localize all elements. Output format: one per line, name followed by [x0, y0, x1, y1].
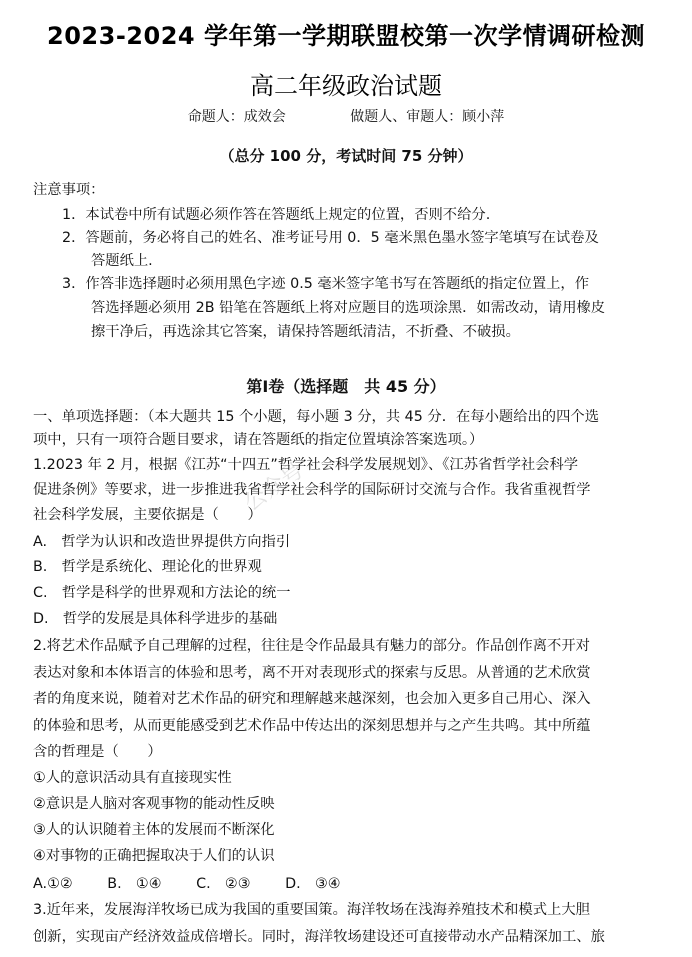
section-title: 第Ⅰ卷（选择题 共 45 分）	[246, 377, 446, 396]
q2-options	[33, 873, 371, 893]
q2-option-d: D. ③④	[285, 876, 341, 892]
exam-title: 2023-2024 学年第一学期联盟校第一次学情调研检测	[47, 22, 645, 50]
q1-option-d: D. 哲学的发展是具体科学进步的基础	[33, 611, 278, 627]
q1-option-a: A. 哲学为认识和改造世界提供方向指引	[33, 534, 291, 550]
exam-subtitle: 高二年级政治试题	[250, 72, 442, 100]
watermark: 公众号	[239, 457, 309, 517]
author: 命题人：成效会	[187, 109, 286, 125]
author-line	[0, 106, 692, 126]
q1-line-1: 1.2023 年 2 月，根据《江苏“十四五”哲学社会科学发展规划》、《江苏省哲学社会科学	[33, 457, 579, 473]
notes-heading: 注意事项：	[33, 182, 105, 198]
note-3a: 3．作答非选择题时必须用黑色字迹 0.5 毫米签字笔书写在答题纸的指定位置上，作	[62, 276, 590, 292]
q3-line-2: 创新，实现亩产经济效益成倍增长。同时，海洋牧场建设还可直接带动水产品精深加工、旅	[33, 929, 605, 945]
q2-statement-2: ②意识是人脑对客观事物的能动性反映	[33, 796, 275, 812]
q2-line-5: 含的哲理是（ ）	[33, 744, 162, 760]
q2-line-4: 的体验和思考，从而更能感受到艺术作品中传达出的深刻思想并与之产生共鸣。其中所蕴	[33, 718, 591, 734]
q3-line-1: 3.近年来，发展海洋牧场已成为我国的重要国策。海洋牧场在浅海养殖技术和模式上大胆	[33, 902, 590, 918]
q2-option-c: C. ②③	[196, 876, 251, 892]
q2-statement-1: ①人的意识活动具有直接现实性	[33, 770, 232, 786]
q1-line-3: 社会科学发展，主要依据是（ ）	[33, 507, 262, 523]
total-score-info: （总分 100 分，考试时间 75 分钟）	[219, 147, 473, 165]
note-1: 1．本试卷中所有试题必须作答在答题纸上规定的位置，否则不给分.	[62, 207, 491, 223]
q2-statement-3: ③人的认识随着主体的发展而不断深化	[33, 822, 275, 838]
section-instruction-a: 一、单项选择题：（本大题共 15 个小题，每小题 3 分，共 45 分．在每小题给出的四个选	[33, 409, 599, 425]
q1-line-2: 促进条例》等要求，进一步推进我省哲学社会科学的国际研讨交流与合作。我省重视哲学	[33, 482, 591, 498]
q1-option-b: B. 哲学是系统化、理论化的世界观	[33, 559, 262, 575]
note-3b: 答选择题必须用 2B 铅笔在答题纸上将对应题目的选项涂黑．如需改动，请用橡皮	[91, 300, 606, 316]
note-3c: 擦干净后，再选涂其它答案，请保持答题纸清洁，不折叠、不破损。	[91, 324, 520, 340]
q2-statement-4: ④对事物的正确把握取决于人们的认识	[33, 848, 275, 864]
q2-line-1: 2.将艺术作品赋予自己理解的过程，往往是令作品最具有魅力的部分。作品创作离不开对	[33, 638, 590, 654]
q2-option-b: B. ①④	[107, 876, 162, 892]
q2-option-a: A.①②	[33, 876, 73, 892]
q1-option-c: C. 哲学是科学的世界观和方法论的统一	[33, 585, 291, 601]
q2-line-2: 表达对象和本体语言的体验和思考，离不开对表现形式的探索与反思。从普通的艺术欣赏	[33, 665, 591, 681]
section-instruction-b: 项中，只有一项符合题目要求，请在答题纸的指定位置填涂答案选项。）	[33, 432, 484, 448]
reviewer: 做题人、审题人：顾小萍	[350, 109, 505, 125]
note-2b: 答题纸上.	[91, 253, 153, 269]
note-2a: 2．答题前，务必将自己的姓名、准考证号用 0．5 毫米黑色墨水签字笔填写在试卷及	[62, 230, 599, 246]
q2-line-3: 者的角度来说，随着对艺术作品的研究和理解越来越深刻，也会加入更多自己用心、深入	[33, 691, 591, 707]
